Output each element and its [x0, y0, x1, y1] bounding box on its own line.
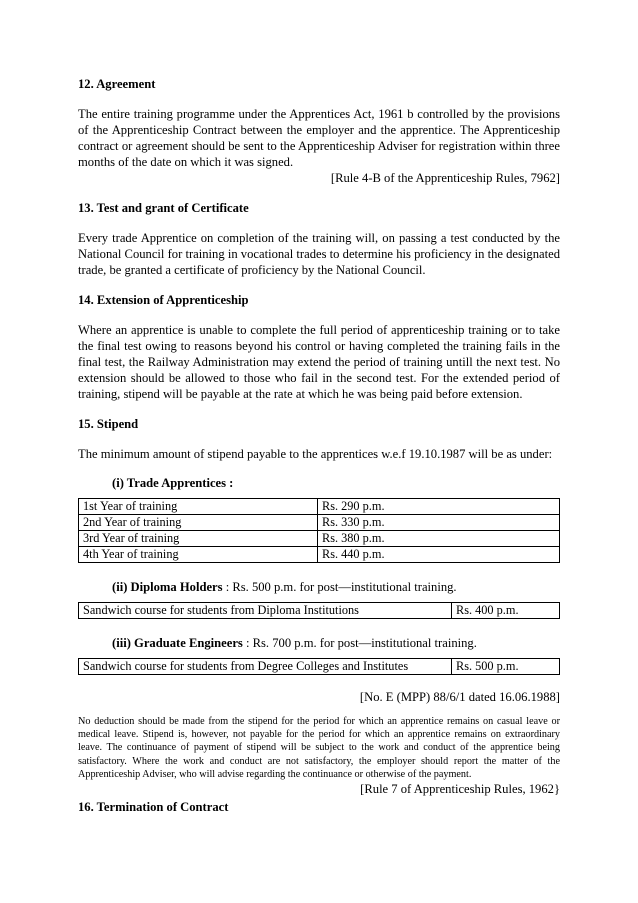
section-heading: 12. Agreement [78, 77, 156, 91]
graduate-stipend-table [78, 658, 560, 675]
table-row [79, 603, 560, 619]
diploma-text: : Rs. 500 p.m. for post—institutional training. [222, 580, 457, 594]
table-row [79, 531, 560, 547]
document-page [78, 76, 560, 829]
table-cell: 3rd Year of training [79, 531, 318, 547]
table-row [79, 547, 560, 563]
section-test-certificate [78, 200, 560, 278]
paragraph: The minimum amount of stipend payable to the apprentices w.e.f 19.10.1987 will be as under: [78, 447, 553, 461]
section-agreement [78, 76, 560, 186]
section-heading: 13. Test and grant of Certificate [78, 201, 249, 215]
table-row [79, 499, 560, 515]
table-cell: Rs. 380 p.m. [318, 531, 560, 547]
table-cell: Sandwich course for students from Degree Colleges and Institutes [79, 659, 452, 675]
paragraph: Where an apprentice is unable to complete the full period of apprenticeship training or to take the final test owing to reasons beyond his control or having completed the training fails in the final test, the Railway Administration may extend the period of training untill the next test. No extension should be allowed to those who fail in the second test. For the extended period of training, stipend will be payable at the rate at which he was being paid before extension. [78, 323, 560, 401]
diploma-stipend-table [78, 602, 560, 619]
graduate-engineers-line [112, 635, 560, 651]
table-cell: 1st Year of training [79, 499, 318, 515]
rule-reference: [Rule 4-B of the Apprenticeship Rules, 7962] [330, 171, 560, 185]
paragraph: Every trade Apprentice on completion of the training will, on passing a test conducted by the National Council for training in vocational trades to determine his proficiency in the designated trade, be granted a certificate of proficiency by the National Council. [78, 231, 560, 277]
table-row [79, 659, 560, 675]
table-cell: Rs. 500 p.m. [452, 659, 560, 675]
graduate-text: : Rs. 700 p.m. for post—institutional training. [242, 636, 477, 650]
table-cell: Rs. 330 p.m. [318, 515, 560, 531]
table-cell: Rs. 290 p.m. [318, 499, 560, 515]
section-heading: 15. Stipend [78, 417, 139, 431]
table-cell: Sandwich course for students from Diploma Institutions [79, 603, 452, 619]
table-cell: 4th Year of training [79, 547, 318, 563]
rule-reference: [Rule 7 of Apprenticeship Rules, 1962} [360, 782, 560, 797]
trade-apprentices-heading: (i) Trade Apprentices : [112, 476, 234, 490]
section-heading: 16. Termination of Contract [78, 800, 229, 815]
paragraph: The entire training programme under the Apprentices Act, 1961 b controlled by the provisions of the Apprenticeship Contract between the employer and the apprentice. The Apprenticeship contract or agreement should be sent to the Apprenticeship Adviser for registration within three months of the date on which it was signed. [78, 107, 560, 169]
section-extension [78, 292, 560, 402]
section-heading: 14. Extension of Apprenticeship [78, 293, 249, 307]
stipend-note: No deduction should be made from the stipend for the period for which an apprentice remains on casual leave or medical leave. Stipend is, however, not payable for the period for which an apprentice remains on extraordinary leave. The continuance of payment of stipend will be subject to the work and conduct of the apprentice being satisfactory. Where the work and conduct are not satisfactory, the employer should report the matter of the Apprenticeship Adviser, who will advise regarding the continuance or otherwise of the payment. [78, 716, 560, 780]
table-row [79, 515, 560, 531]
graduate-heading: (iii) Graduate Engineers [112, 636, 243, 650]
table-cell: Rs. 440 p.m. [318, 547, 560, 563]
diploma-holders-line [112, 579, 560, 595]
trade-stipend-table [78, 498, 560, 563]
section-stipend [78, 416, 560, 797]
table-cell: Rs. 400 p.m. [452, 603, 560, 619]
diploma-heading: (ii) Diploma Holders [112, 580, 223, 594]
rule-reference: [No. E (MPP) 88/6/1 dated 16.06.1988] [359, 690, 560, 704]
table-cell: 2nd Year of training [79, 515, 318, 531]
